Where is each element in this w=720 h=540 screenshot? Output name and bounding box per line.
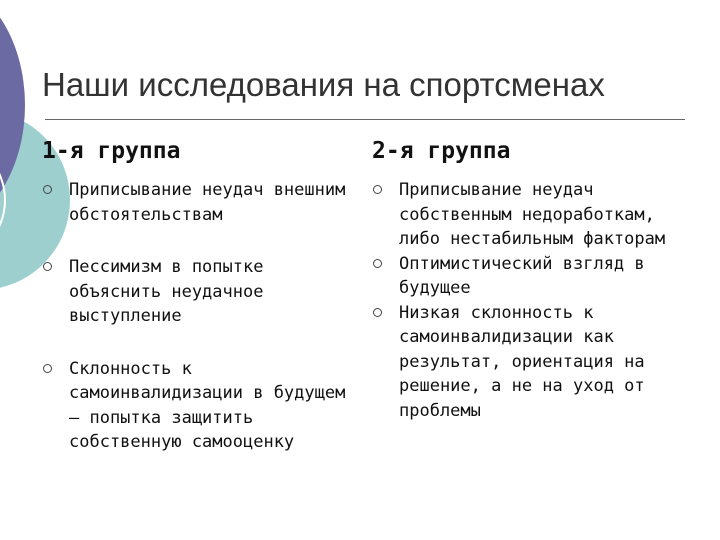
group-2-list xyxy=(372,178,702,423)
list-item-text: Приписывание неудач внешним обстоятельствам xyxy=(69,180,346,225)
group-1-heading: 1-я группа xyxy=(42,138,181,164)
bullet-icon xyxy=(373,259,382,268)
list-item xyxy=(372,178,702,252)
group-2-heading: 2-я группа xyxy=(372,138,511,164)
title-divider xyxy=(45,119,685,120)
list-item-text: Оптимистический взгляд в будущее xyxy=(399,253,645,298)
bullet-icon xyxy=(373,185,382,194)
bullet-icon xyxy=(43,262,52,271)
bullet-icon xyxy=(43,185,52,194)
bullet-icon xyxy=(43,364,52,373)
group-1-list xyxy=(42,178,362,455)
group-2-column xyxy=(372,138,702,423)
group-1-column xyxy=(42,138,362,483)
list-item-text: Пессимизм в попытке объяснить неудачное выступление xyxy=(69,257,264,326)
list-item xyxy=(372,252,702,301)
list-item-text: Низкая склонность к самоинвалидизации как результат, ориентация на решение, а не на уход от проблемы xyxy=(399,302,645,421)
slide-title: Наши исследования на спортсменах xyxy=(42,66,605,103)
bullet-icon xyxy=(373,308,382,317)
list-item-text: Приписывание неудач собственным недоработкам, либо нестабильным факторам xyxy=(399,180,666,249)
list-item xyxy=(372,301,702,424)
list-item xyxy=(42,357,362,455)
list-item xyxy=(42,178,362,227)
list-item-text: Склонность к самоинвалидизации в будущем – попытка защитить собственную самооценку xyxy=(69,358,346,452)
list-item xyxy=(42,255,362,329)
